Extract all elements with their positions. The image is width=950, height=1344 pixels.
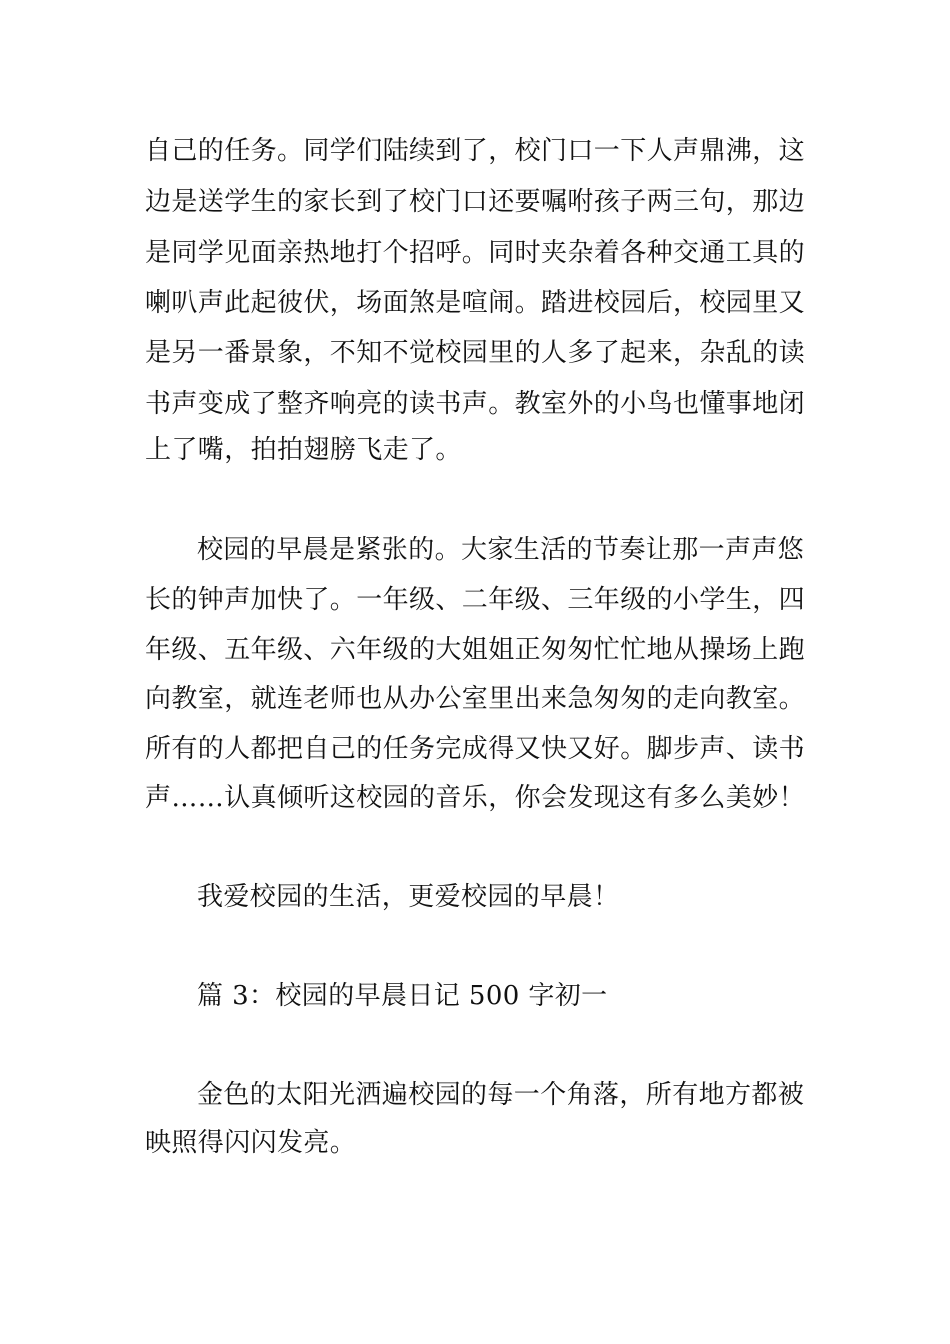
paragraph-1-line-3: 是同学见面亲热地打个招呼。同时夹杂着各种交通工具的	[145, 238, 806, 268]
paragraph-1-line-7: 上了嘴，拍拍翅膀飞走了。	[145, 435, 462, 465]
paragraph-1-line-4: 喇叭声此起彼伏，场面煞是喧闹。踏进校园后，校园里又	[145, 288, 806, 318]
paragraph-2-line-2: 长的钟声加快了。一年级、二年级、三年级的小学生，四	[145, 585, 806, 615]
paragraph-1-line-6: 书声变成了整齐响亮的读书声。教室外的小鸟也懂事地闭	[145, 389, 806, 419]
paragraph-4-line-2: 映照得闪闪发亮。	[145, 1128, 357, 1158]
paragraph-1-line-5: 是另一番景象，不知不觉校园里的人多了起来，杂乱的读	[145, 338, 806, 368]
paragraph-4-line-1: 金色的太阳光洒遍校园的每一个角落，所有地方都被	[197, 1080, 805, 1110]
paragraph-2-line-3: 年级、五年级、六年级的大姐姐正匆匆忙忙地从操场上跑	[145, 635, 806, 665]
paragraph-2-line-4: 向教室，就连老师也从办公室里出来急匆匆的走向教室。	[145, 684, 806, 714]
paragraph-2-line-5: 所有的人都把自己的任务完成得又快又好。脚步声、读书	[145, 734, 806, 764]
paragraph-3-line-1: 我爱校园的生活，更爱校园的早晨！	[197, 882, 620, 912]
paragraph-1-line-1: 自己的任务。同学们陆续到了，校门口一下人声鼎沸，这	[145, 136, 806, 166]
paragraph-2-line-1: 校园的早晨是紧张的。大家生活的节奏让那一声声悠	[197, 535, 805, 565]
section-heading: 篇 3：校园的早晨日记 500 字初一	[197, 981, 608, 1011]
paragraph-1-line-2: 边是送学生的家长到了校门口还要嘱咐孩子两三句，那边	[145, 187, 806, 217]
paragraph-2-line-6: 声……认真倾听这校园的音乐，你会发现这有多么美妙！	[145, 783, 806, 813]
